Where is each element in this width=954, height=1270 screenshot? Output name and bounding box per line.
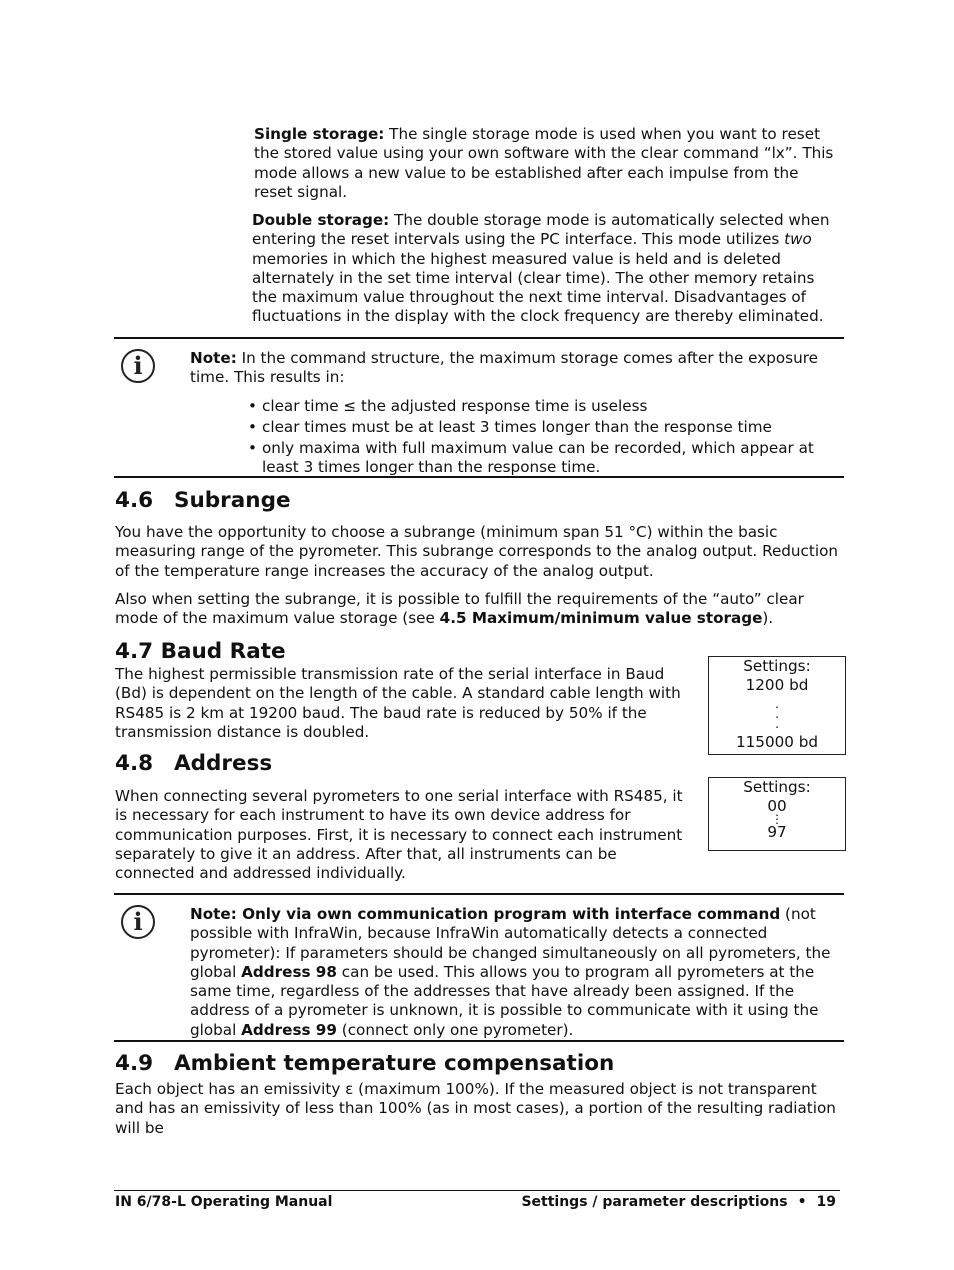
baud-settings-box bbox=[708, 656, 846, 755]
settings-max-value: 97 bbox=[767, 823, 787, 841]
section-title: Address bbox=[174, 751, 273, 776]
section-4-8-heading bbox=[115, 751, 272, 777]
single-storage-paragraph bbox=[254, 125, 840, 202]
info-icon: i bbox=[121, 905, 155, 939]
double-storage-title: Double storage: bbox=[252, 211, 390, 229]
note2-text-b: can be used. This allows you to program all pyrometers at the same time, regardless of the addresses that have already been assigned. If the address of a pyrometer is unknown, it is possible to communicate with it using the global bbox=[190, 962, 819, 1039]
subrange-paragraph-2 bbox=[115, 590, 843, 629]
footer-manual-title: IN 6/78-L Operating Manual bbox=[115, 1194, 333, 1210]
note2-bottom-rule bbox=[114, 1040, 844, 1042]
footer-section-name: Settings / parameter descriptions bbox=[521, 1194, 788, 1210]
footer-section-info bbox=[521, 1194, 836, 1210]
page-number: 19 bbox=[816, 1194, 836, 1210]
address-paragraph: When connecting several pyrometers to one serial interface with RS485, it is necessary for each instrument to have its own device address for communication purposes. First, it is necessary to connect each instrument separately to give it an address. After that, all instruments can be connected and addressed individually. bbox=[115, 787, 683, 883]
settings-max-value: 115000 bd bbox=[735, 733, 819, 751]
vertical-dots-icon: . . . bbox=[775, 697, 779, 731]
single-storage-title: Single storage: bbox=[254, 125, 385, 143]
section-4-9-heading bbox=[115, 1051, 614, 1077]
section-number: 4.9 bbox=[115, 1051, 154, 1076]
section-4-6-heading bbox=[115, 488, 291, 514]
note1-bullet-list bbox=[248, 397, 828, 479]
address-settings-box bbox=[708, 777, 846, 851]
note1-body: In the command structure, the maximum storage comes after the exposure time. This results in: bbox=[190, 349, 818, 387]
single-storage-text: The single storage mode is used when you want to reset the stored value using your own software with the clear command “lx”. This mode allows a new value to be established after each impulse from the reset signal. bbox=[254, 125, 834, 201]
list-item: • clear times must be at least 3 times longer than the response time bbox=[248, 418, 828, 437]
section-number: 4.7 bbox=[115, 639, 154, 664]
settings-min-value: 1200 bd bbox=[745, 676, 809, 694]
note2-text-a: (not possible with InfraWin, because InfraWin automatically detects a connected pyrometer): If parameters should be changed simultaneously on all pyrometers, the global bbox=[190, 905, 831, 981]
note1-bottom-rule bbox=[114, 476, 844, 478]
footer-rule bbox=[114, 1190, 840, 1191]
baud-rate-paragraph: The highest permissible transmission rate of the serial interface in Baud (Bd) is dependent on the length of the cable. A standard cable length with RS485 is 2 km at 19200 baud. The baud rate is reduced by 50% if the transmission distance is doubled. bbox=[115, 665, 681, 741]
subrange-p2-b: ). bbox=[762, 609, 774, 628]
note2-text-c: (connect only one pyrometer). bbox=[336, 1020, 574, 1039]
section-title: Baud Rate bbox=[160, 639, 286, 664]
ambient-paragraph: Each object has an emissivity ε (maximum 100%). If the measured object is not transparent and has an emissivity of less than 100% (as in most cases), a portion of the resulting radiation will be bbox=[115, 1080, 836, 1137]
double-storage-text-a: The double storage mode is automatically selected when entering the reset intervals using the PC interface. This mode utilizes bbox=[252, 211, 830, 249]
list-item: • only maxima with full maximum value can be recorded, which appear at least 3 times longer than the response time. bbox=[248, 439, 828, 478]
note2-top-rule bbox=[114, 893, 844, 895]
section-title: Ambient temperature compensation bbox=[174, 1051, 615, 1076]
section-number: 4.6 bbox=[115, 488, 154, 513]
info-icon: i bbox=[121, 349, 155, 383]
note2-label: Note: bbox=[190, 905, 237, 923]
list-item: • clear time ≤ the adjusted response time is useless bbox=[248, 397, 828, 416]
section-4-7-heading bbox=[115, 639, 286, 665]
double-storage-text-b: memories in which the highest measured value is held and is deleted alternately in the set time interval (clear time). The other memory retains the maximum value throughout the next time interval. Disadvantages of fluctuations in the display with the clock frequency are thereby eliminated. bbox=[252, 249, 824, 326]
subrange-cross-reference: 4.5 Maximum/minimum value storage bbox=[439, 609, 763, 628]
footer-bullet: • bbox=[797, 1194, 807, 1210]
note1-text bbox=[190, 349, 830, 388]
vertical-dots-icon: ⋮ bbox=[771, 812, 783, 826]
note2-address-99: Address 99 bbox=[241, 1020, 337, 1039]
double-storage-emphasis: two bbox=[784, 230, 812, 249]
note2-bold-text: Only via own communication program with interface command bbox=[236, 905, 781, 923]
subrange-paragraph-1: You have the opportunity to choose a subrange (minimum span 51 °C) within the basic measuring range of the pyrometer. This subrange corresponds to the analog output. Reduction of the temperature range increases the accuracy of the analog output. bbox=[115, 523, 838, 580]
settings-min-value: 00 bbox=[767, 797, 787, 815]
settings-label: Settings: bbox=[743, 778, 811, 796]
note1-label: Note: bbox=[190, 349, 237, 367]
subrange-p2-a: Also when setting the subrange, it is possible to fulfill the requirements of the “auto” clear mode of the maximum value storage (see bbox=[115, 590, 804, 628]
note1-top-rule bbox=[114, 337, 844, 339]
note2-address-98: Address 98 bbox=[241, 962, 337, 981]
settings-label: Settings: bbox=[743, 657, 811, 675]
section-title: Subrange bbox=[174, 488, 291, 513]
note2-text bbox=[190, 905, 836, 1040]
section-number: 4.8 bbox=[115, 751, 154, 776]
double-storage-paragraph bbox=[252, 211, 838, 327]
